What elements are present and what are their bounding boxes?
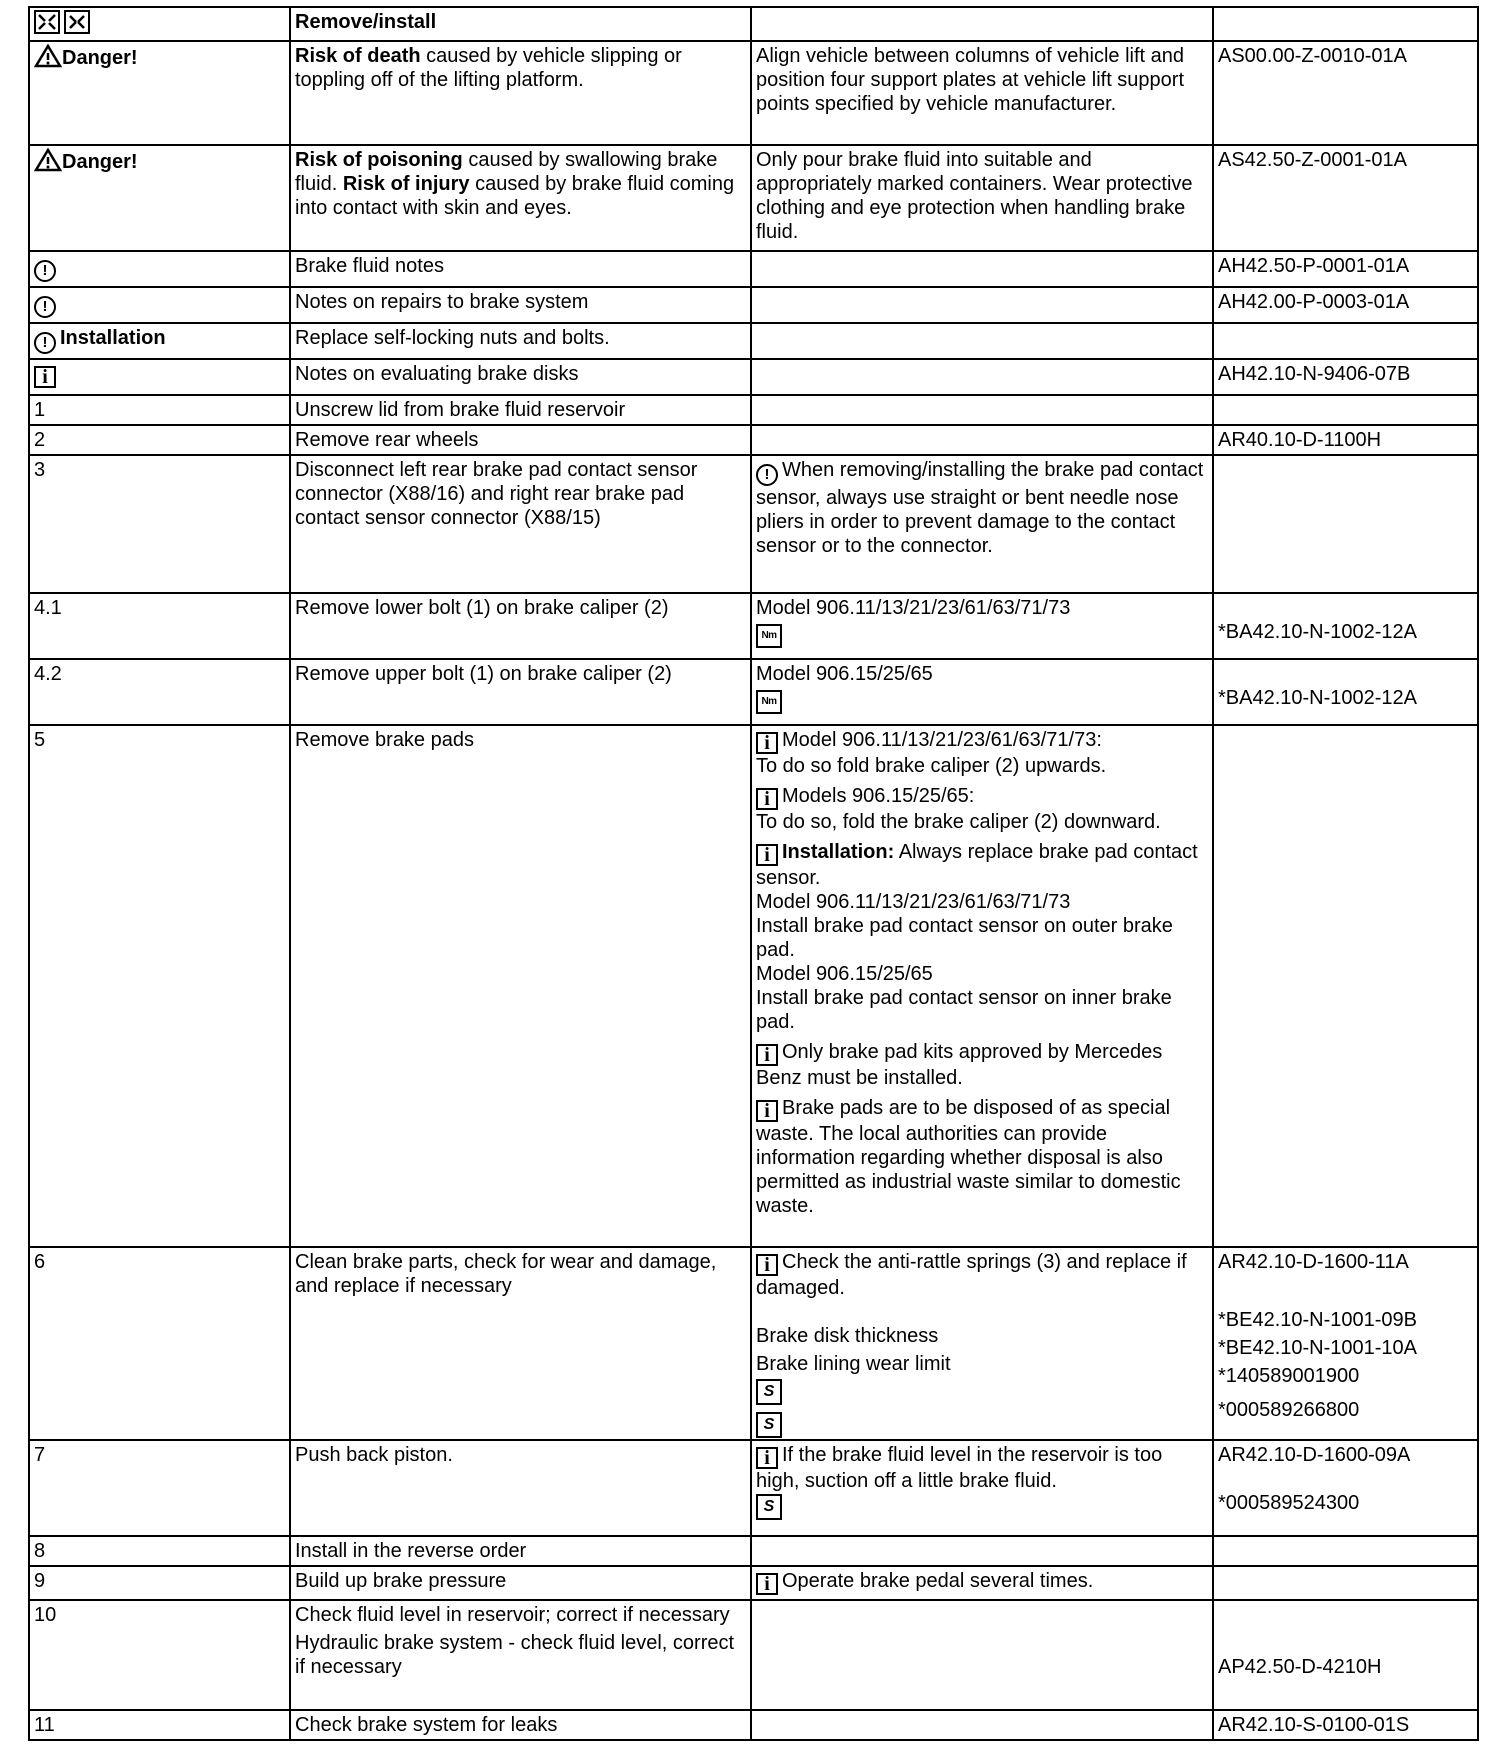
table-row [29, 7, 1478, 41]
reference: AR42.10-D-1600-11A [1218, 1251, 1409, 1273]
danger-remedy: Align vehicle between columns of vehicle lift and position four support plates at vehicle lift support points specified by vehicle manufacturer. [751, 41, 1213, 145]
reference: *000589524300 [1218, 1492, 1360, 1514]
info-icon: i [756, 1044, 778, 1066]
table-row: ! Notes on repairs to brake system AH42.00-P-0003-01A [29, 287, 1478, 323]
special-tool-icon: S [756, 1494, 782, 1520]
table-row: 5 Remove brake pads i Model 906.11/13/21/23/61/63/71/73: To do so fold brake caliper (2) upwards. i Models 906.15/25/65: To do so, fold the brake caliper (2) downward. i Installation: Always replace brake pad contact sensor. Model 906.11/13/21/23/61/63/71/73 Install brake pad contact sensor on outer brake pad. Model 906.15/25/65 Install brake pad contact sensor on inner brake pad. i Only brake pad kits approved by Mercedes Benz must be installed. i Brake pads are to be disposed of as special waste. The local authorities can provide information regarding whether disposal is also permitted as industrial waste similar to domestic waste. [29, 725, 1478, 1247]
torque-icon: Nm [756, 690, 782, 714]
reference: AH42.10-N-9406-07B [1213, 359, 1478, 395]
table-row: 11 Check brake system for leaks AR42.10-S-0100-01S [29, 1710, 1478, 1740]
reference: AH42.50-P-0001-01A [1213, 251, 1478, 287]
reference: AR42.10-S-0100-01S [1213, 1710, 1478, 1740]
danger-remedy: Only pour brake fluid into suitable and appropriately marked containers. Wear protective clothing and eye protection when handling brake fluid. [751, 145, 1213, 251]
table-row: 9 Build up brake pressure i Operate brake pedal several times. [29, 1566, 1478, 1600]
note-icon: ! [34, 332, 56, 354]
danger-label: Danger! [62, 151, 138, 173]
note-icon: ! [34, 296, 56, 318]
reference: AR40.10-D-1100H [1213, 425, 1478, 455]
table-row: 7 Push back piston. i If the brake fluid level in the reservoir is too high, suction off a little brake fluid. S AR42.10-D-1600-09A *000589524300 [29, 1440, 1478, 1536]
reference: *BA42.10-N-1002-12A [1218, 621, 1418, 643]
reference: AS42.50-Z-0001-01A [1213, 145, 1478, 251]
section-title: Remove/install [290, 7, 751, 41]
table-row: Danger! Risk of death caused by vehicle slipping or toppling off of the lifting platform. Align vehicle between columns of vehicle lift and position four support plates at vehicle lift support points specified by vehicle manufacturer. AS00.00-Z-0010-01A [29, 41, 1478, 145]
remove-install-icon [34, 10, 92, 34]
table-row: 3 Disconnect left rear brake pad contact sensor connector (X88/16) and right rear brake pad contact sensor connector (X88/15) ! When removing/installing the brake pad contact sensor, always use straight or bent needle nose pliers in order to prevent damage to the contact sensor or to the connector. [29, 455, 1478, 593]
table-row: 4.1 Remove lower bolt (1) on brake caliper (2) Model 906.11/13/21/23/61/63/71/73 Nm *BA42.10-N-1002-12A [29, 593, 1478, 659]
reference: *000589266800 [1218, 1399, 1360, 1421]
table-row: 6 Clean brake parts, check for wear and damage, and replace if necessary i Check the anti-rattle springs (3) and replace if damaged. Brake disk thickness Brake lining wear limit S S AR42.10-D-1600-11A *BE42.10-N-1001-09B *BE42.10-N-1001-10A *140589001900 *000589266800 [29, 1247, 1478, 1440]
procedure-table [28, 6, 1479, 1741]
info-icon: i [756, 788, 778, 810]
table-row: ! Installation Replace self-locking nuts and bolts. [29, 323, 1478, 359]
table-row: 4.2 Remove upper bolt (1) on brake caliper (2) Model 906.15/25/65 Nm *BA42.10-N-1002-12A [29, 659, 1478, 725]
warning-icon [34, 148, 62, 172]
reference: AR42.10-D-1600-09A [1218, 1444, 1411, 1466]
reference: *140589001900 [1218, 1365, 1360, 1387]
reference: AP42.50-D-4210H [1218, 1656, 1382, 1678]
info-icon: i [756, 1447, 778, 1469]
note-icon: ! [34, 260, 56, 282]
note-icon: ! [756, 464, 778, 486]
info-icon: i [756, 1573, 778, 1595]
torque-icon: Nm [756, 624, 782, 648]
info-icon: i [34, 366, 56, 388]
info-icon: i [756, 732, 778, 754]
danger-label: Danger! [62, 47, 138, 69]
reference: AH42.00-P-0003-01A [1213, 287, 1478, 323]
info-icon: i [756, 1100, 778, 1122]
table-row: Danger! Risk of poisoning caused by swallowing brake fluid. Risk of injury caused by brake fluid coming into contact with skin and eyes. Only pour brake fluid into suitable and appropriately marked containers. Wear protective clothing and eye protection when handling brake fluid. AS42.50-Z-0001-01A [29, 145, 1478, 251]
reference: *BA42.10-N-1002-12A [1218, 687, 1418, 709]
info-icon: i [756, 1254, 778, 1276]
table-row: 8 Install in the reverse order [29, 1536, 1478, 1566]
table-row: 2 Remove rear wheels AR40.10-D-1100H [29, 425, 1478, 455]
special-tool-icon: S [756, 1412, 782, 1438]
reference: *BE42.10-N-1001-10A [1218, 1337, 1418, 1359]
table-row: i Notes on evaluating brake disks AH42.10-N-9406-07B [29, 359, 1478, 395]
remove-install-icons [29, 7, 290, 41]
special-tool-icon: S [756, 1379, 782, 1405]
warning-icon [34, 44, 62, 68]
table-row: ! Brake fluid notes AH42.50-P-0001-01A [29, 251, 1478, 287]
table-row: 1 Unscrew lid from brake fluid reservoir [29, 395, 1478, 425]
reference: *BE42.10-N-1001-09B [1218, 1309, 1418, 1331]
info-icon: i [756, 844, 778, 866]
reference: AS00.00-Z-0010-01A [1213, 41, 1478, 145]
table-row: 10 Check fluid level in reservoir; correct if necessary Hydraulic brake system - check fluid level, correct if necessary AP42.50-D-4210H [29, 1600, 1478, 1710]
